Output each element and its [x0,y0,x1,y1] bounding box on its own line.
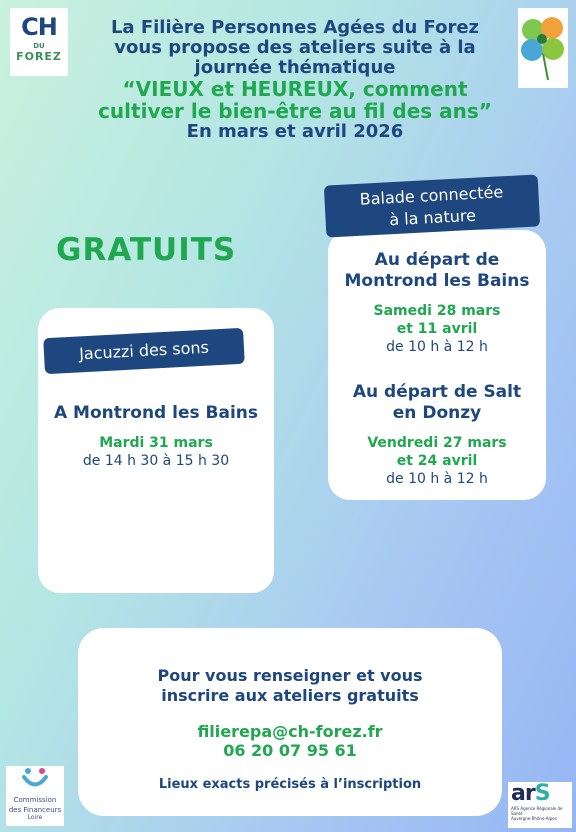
balade-place-2-line-2: en Donzy [392,403,482,423]
balade-card [328,230,546,500]
header-line-3: journée thématique [194,57,396,78]
balade-title-pill [324,174,540,237]
commission-logo-line-2: des Financeurs [8,806,62,814]
info-line-1: Pour vous renseigner et vous [157,666,423,685]
commission-logo-icon [20,766,50,790]
ars-logo-letters [508,782,572,806]
ch-logo-forez: FOREZ [16,50,62,63]
balade-date-2-line-2: et 24 avril [396,453,478,469]
info-note: Lieux exacts précisés à l’inscription [158,777,422,792]
commission-financeurs-logo [6,766,64,826]
balade-title-line-1: Balade connectée [359,182,504,209]
ch-logo-du: DU [33,42,45,50]
ars-letters-ar: ar [511,781,535,806]
jacuzzi-place: A Montrond les Bains [53,403,259,423]
clover-logo-icon [518,8,568,88]
header-line-1: La Filière Personnes Agées du Forez [110,17,480,38]
header [80,18,510,142]
header-line-2: vous propose des ateliers suite à la [114,37,476,58]
ars-logo-line-1: ARS Agence Régionale de Santé [511,806,563,816]
jacuzzi-time: de 14 h 30 à 15 h 30 [82,453,230,469]
theme-line-2: cultiver le bien-être au fil des ans” [98,99,492,123]
commission-logo-line-1: Commission [13,796,57,804]
theme-line-1: “VIEUX et HEUREUX, comment [122,77,468,101]
info-line-2: inscrire aux ateliers gratuits [161,686,419,705]
balade-place-1-line-2: Montrond les Bains [344,271,530,291]
contact-phone[interactable]: 06 20 07 95 61 [223,741,357,760]
commission-logo-line-3: Loire [27,814,43,821]
balade-title-line-2: à la nature [388,205,477,230]
jacuzzi-date: Mardi 31 mars [99,435,213,451]
balade-place-1-line-1: Au départ de [374,250,500,270]
gratuits-heading: GRATUITS [56,232,237,268]
ars-logo [508,782,572,828]
balade-time-2: de 10 h à 12 h [386,471,488,487]
contact-email[interactable]: filierepa@ch-forez.fr [197,722,383,741]
balade-time-1: de 10 h à 12 h [386,339,488,355]
balade-date-1-line-2: et 11 avril [396,321,478,337]
balade-place-2-line-1: Au départ de Salt [352,382,522,402]
ch-logo-letters: CH [21,13,57,41]
balade-date-2-line-1: Vendredi 27 mars [367,435,507,451]
ch-forez-logo [10,8,68,76]
ars-letter-s: S [534,781,550,806]
jacuzzi-title-pill: Jacuzzi des sons [43,328,245,374]
info-card [78,628,502,816]
period: En mars et avril 2026 [186,121,404,142]
ars-logo-line-2: Auvergne-Rhône-Alpes [511,816,557,821]
balade-date-1-line-1: Samedi 28 mars [373,303,501,319]
